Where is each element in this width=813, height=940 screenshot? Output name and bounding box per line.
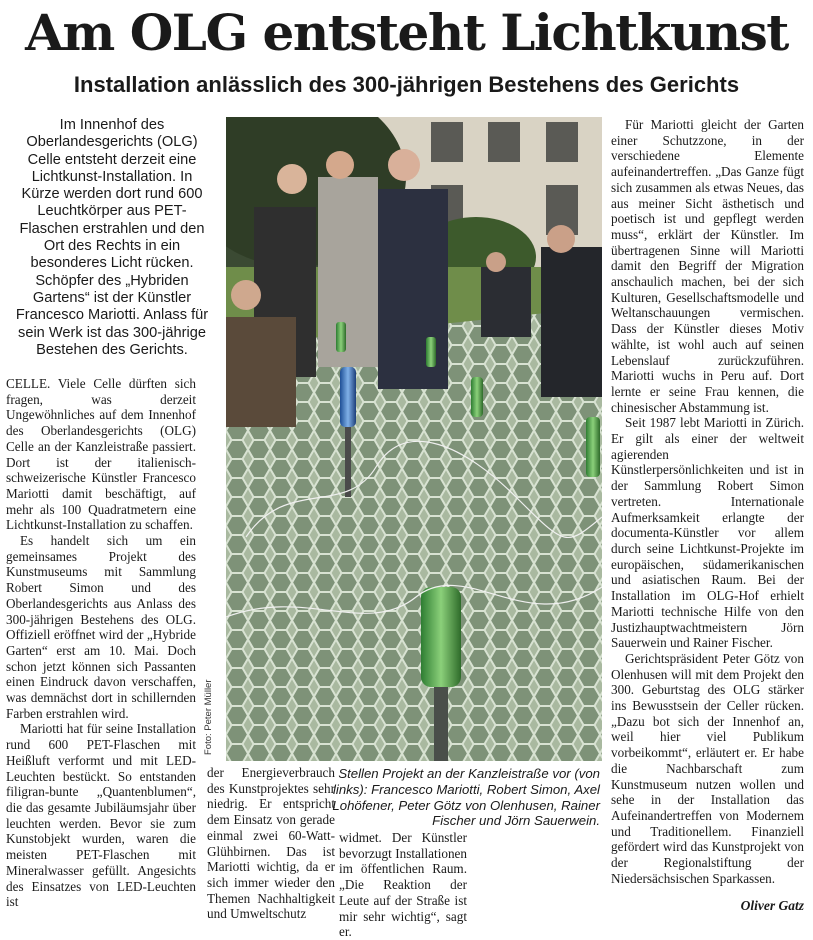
paragraph: Gerichtspräsident Peter Götz von Olenhusen will mit dem Projekt den 300. Geburtstag des OLG stärker ins Bewusstsein der Celler rücken. „Dazu bot sich der Innenhof an, weil hier viel Publikum vorbeikommt“, erläutert er. Er habe die Nachbarschaft zum Kunstmuseum nutzen wollen und sehe in der Installation das Aufeinandertreffen von Modernem und Traditionellem. Finanziell gefördert wird das Kunstprojekt von der Regionalstiftung der Niedersächsischen Sparkassen. — [611, 650, 804, 886]
article-column-4 — [611, 117, 804, 886]
subheadline: Installation anlässlich des 300-jährigen Bestehens des Gerichts — [73, 72, 740, 97]
author-byline: Oliver Gatz — [740, 898, 804, 913]
paragraph: Es handelt sich um ein gemeinsames Projekt des Kunstmuseums mit Sammlung Robert Simon und des Oberlandesgerichts aus Anlass des 300-jährigen Bestehens des OLG. Offiziell eröffnet wird der „Hybride Garten“ erst am 10. Mai. Doch schon jetzt können sich Passanten einen Eindruck davon verschaffen, was demnächst dort in schillernden Farben erstrahlen wird. — [6, 533, 196, 721]
article-column-2 — [207, 765, 335, 922]
paragraph: CELLE. Viele Celle dürften sich fragen, was derzeit Ungewöhnliches auf dem Innenhof des Oberlandesgerichts (OLG) Celle an der Kanzleistraße passiert. Dort ist der italienisch-schweizerische Künstler Francesco Mariotti damit beschäftigt, auf mehr als 100 Quadratmetern eine Lichtkunst-Installation zu schaffen. — [6, 376, 196, 533]
article-photo — [226, 117, 602, 761]
paragraph: Mariotti hat für seine Installation rund 600 PET-Flaschen mit Heißluft verformt und mit LED-Leuchten bestückt. So entstanden filigran-bunte „Quantenblumen“, die das gesamte Jubiläumsjahr über leuchten werden. Bevor sie zum Kunstobjekt wurden, waren die meisten PET-Flaschen mit Mineralwasser gefüllt. Angesichts des Einsatzes von LED-Leuchten ist — [6, 721, 196, 910]
article-column-1 — [6, 376, 196, 910]
photo-caption: Stellen Projekt an der Kanzleistraße vor (von links): Francesco Mariotti, Robert Simon, Axel Lohöfener, Peter Götz von Olenhusen, Rainer Fischer und Jörn Sauerwein. — [332, 766, 600, 829]
article-intro: Im Innenhof des Oberlandesgerichts (OLG) Celle entsteht derzeit eine Lichtkunst-Installation. In Kürze werden dort rund 600 Leuchtkörper aus PET-Flaschen erstrahlen und den Ort des Rechts in ein besonderes Licht rücken. Schöpfer des „Hybriden Gartens“ ist der Künstler Francesco Mariotti. Anlass für sein Werk ist das 300-jährige Bestehen des Gerichts. — [15, 117, 209, 358]
paragraph: der Energieverbrauch des Kunstprojektes sehr niedrig. Er entspricht dem Einsatz von gerade einmal zwei 60-Watt-Glühbirnen. Das ist Mariotti wichtig, da er sich immer wieder den Themen Nachhaltigkeit und Umweltschutz — [207, 765, 335, 922]
photo-credit: Foto: Peter Müller — [203, 679, 214, 755]
paragraph: widmet. Der Künstler bevorzugt Installationen im öffentlichen Raum. „Die Reaktion der Leute auf der Straße ist mir sehr wichtig“, sagt er. — [339, 830, 467, 940]
article-column-3 — [339, 830, 467, 940]
paragraph: Für Mariotti gleicht der Garten einer Schutzzone, in der verschiedene Elemente aufeinandertreffen. „Das Ganze fügt sich zusammen als etwas Neues, das aus meiner Sicht ästhetisch und poetisch ist und gepflegt werden muss“, erklärt der Künstler. Im übertragenen Sinne will Mariotti damit den Begriff der Migration anschaulich machen, bei der sich Kulturen, Gesellschaftsmodelle und Weltanschauungen vermischen. Dass der Künstler dieses Motiv wählte, ist wohl auch auf seinen Lebenslauf zurückzuführen. Mariotti wuchs in Peru auf. Dort lernte er seine Frau kennen, die chinesischer Abstammung ist. — [611, 117, 804, 415]
paragraph: Seit 1987 lebt Mariotti in Zürich. Er gilt als einer der weltweit agierenden Künstlerpersönlichkeiten und ist in der Sammlung Robert Simon vertreten. Internationale Aufmerksamkeit erlangte der documenta-Künstler vor allem durch seine Lichtkunst-Projekte im europäischen, südamerikanischen und asiatischen Raum. Bei der Installation im OLG-Hof erhielt Mariotti technische Hilfe von den Justizhauptwachtmeistern Jörn Sauerwein und Rainer Fischer. — [611, 415, 804, 651]
photo-scene — [226, 117, 602, 761]
headline: Am OLG entsteht Lichtkunst — [25, 3, 788, 62]
